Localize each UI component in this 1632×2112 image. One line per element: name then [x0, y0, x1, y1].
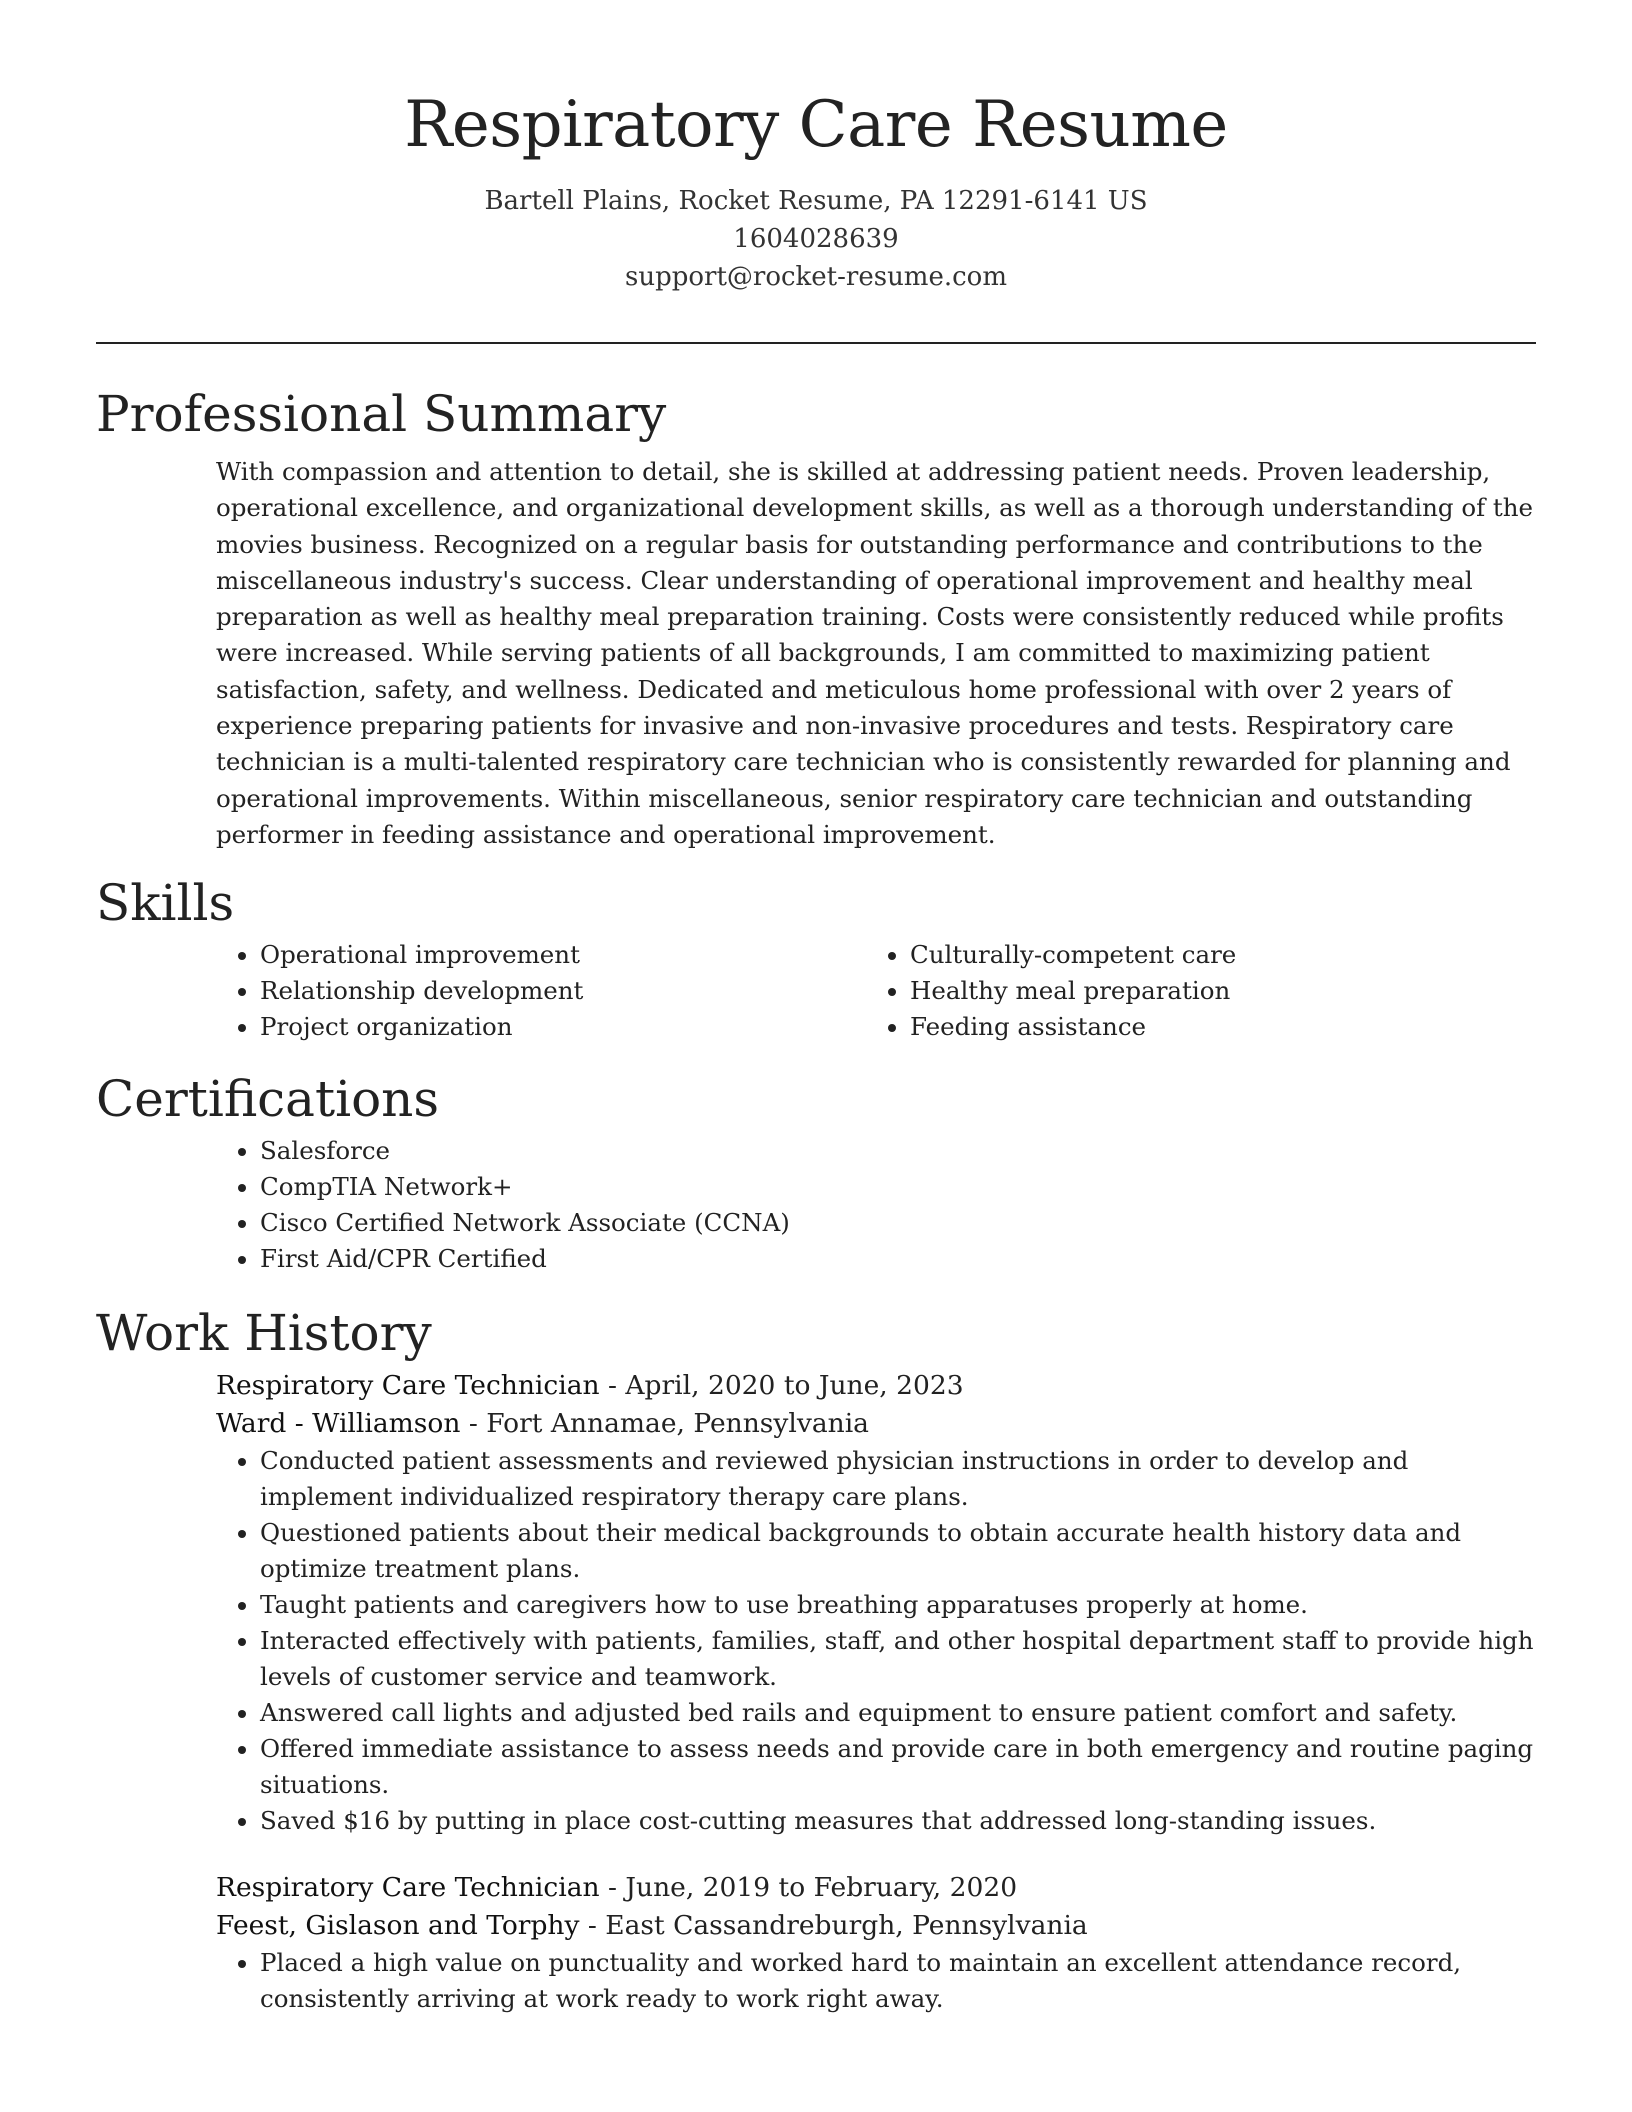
job-duty-item: • Offered immediate assistance to assess needs and provide care in both emergency and routine paging situations.	[260, 1731, 1536, 1803]
resume-body	[96, 380, 1536, 2017]
section-professional-summary	[96, 380, 1536, 853]
skill-item: • Operational improvement	[260, 937, 866, 973]
skills-column-left	[216, 937, 866, 1045]
skills-list-right	[866, 937, 1516, 1045]
section-title-work-history: Work History	[96, 1304, 432, 1363]
job-duty-item: • Answered call lights and adjusted bed rails and equipment to ensure patient comfort and safety.	[260, 1695, 1536, 1731]
skills-grid	[216, 937, 1536, 1045]
section-certifications	[96, 1065, 1536, 1277]
job-location: - East Cassandreburgh, Pennsylvania	[579, 1910, 1088, 1942]
job-title-line	[216, 1869, 1536, 1907]
job-role: Respiratory Care Technician	[216, 1370, 600, 1402]
summary-text: With compassion and attention to detail, she is skilled at addressing patient needs. Proven leadership, operational excellence, and organizational development skills, as well as a thorough understanding of the movies business. Recognized on a regular basis for outstanding performance and contributions to the miscellaneous industry's success. Clear understanding of operational improvement and healthy meal preparation as well as healthy meal preparation training. Costs were consistently reduced while profits were increased. While serving patients of all backgrounds, I am committed to maximizing patient satisfaction, safety, and wellness. Dedicated and meticulous home professional with over 2 years of experience preparing patients for invasive and non-invasive procedures and tests. Respiratory care technician is a multi-talented respiratory care technician who is consistently rewarded for planning and operational improvements. Within miscellaneous, senior respiratory care technician and outstanding performer in feeding assistance and operational improvement.	[216, 457, 1534, 849]
job-company: Feest, Gislason and Torphy	[216, 1910, 580, 1942]
certification-item: • CompTIA Network+	[260, 1169, 1536, 1205]
job-company-line	[216, 1405, 1536, 1443]
contact-phone: 1604028639	[733, 224, 899, 254]
job-duty-item: • Taught patients and caregivers how to use breathing apparatuses properly at home.	[260, 1587, 1536, 1623]
certification-item: • Cisco Certified Network Associate (CCNA)	[260, 1205, 1536, 1241]
job-duties-list	[216, 1945, 1536, 2017]
job-entry	[216, 1869, 1536, 2017]
skill-item: • Relationship development	[260, 973, 866, 1009]
job-duty-item: • Saved $16 by putting in place cost-cutting measures that addressed long-standing issues.	[260, 1803, 1536, 1839]
job-duty-item: • Placed a high value on punctuality and worked hard to maintain an excellent attendance record, consistently arriving at work ready to work right away.	[260, 1945, 1536, 2017]
skill-item: • Project organization	[260, 1009, 866, 1045]
job-entry	[216, 1367, 1536, 1839]
job-duty-item: • Conducted patient assessments and reviewed physician instructions in order to develop and implement individualized respiratory therapy care plans.	[260, 1443, 1536, 1515]
job-company-line	[216, 1907, 1536, 1945]
job-role: Respiratory Care Technician	[216, 1872, 600, 1904]
job-dates: - April, 2020 to June, 2023	[599, 1370, 964, 1402]
certifications-list-wrap	[216, 1133, 1536, 1277]
section-skills	[96, 869, 1536, 1045]
contact-address: Bartell Plains, Rocket Resume, PA 12291-6141 US	[484, 186, 1148, 216]
skill-item: • Healthy meal preparation	[910, 973, 1516, 1009]
resume-title: Respiratory Care Resume	[404, 88, 1228, 162]
skills-list-left	[216, 937, 866, 1045]
certifications-list	[216, 1133, 1536, 1277]
job-duty-item: • Questioned patients about their medical backgrounds to obtain accurate health history data and optimize treatment plans.	[260, 1515, 1536, 1587]
skill-item: • Feeding assistance	[910, 1009, 1516, 1045]
job-location: - Fort Annamae, Pennsylvania	[460, 1408, 869, 1440]
job-duty-item: • Interacted effectively with patients, families, staff, and other hospital department staff to provide high levels of customer service and teamwork.	[260, 1623, 1536, 1695]
section-title-certifications: Certifications	[96, 1070, 440, 1129]
section-title-skills: Skills	[96, 874, 235, 933]
resume-header	[0, 0, 1632, 296]
section-title-summary: Professional Summary	[96, 385, 667, 443]
contact-email: support@rocket-resume.com	[624, 262, 1007, 292]
certification-item: • Salesforce	[260, 1133, 1536, 1169]
job-dates: - June, 2019 to February, 2020	[599, 1872, 1018, 1904]
job-duties-list	[216, 1443, 1536, 1839]
section-work-history	[96, 1299, 1536, 2017]
job-title-line	[216, 1367, 1536, 1405]
certification-item: • First Aid/CPR Certified	[260, 1241, 1536, 1277]
header-divider	[96, 342, 1536, 344]
skill-item: • Culturally-competent care	[910, 937, 1516, 973]
job-company: Ward - Williamson	[216, 1408, 461, 1440]
skills-column-right	[866, 937, 1516, 1045]
